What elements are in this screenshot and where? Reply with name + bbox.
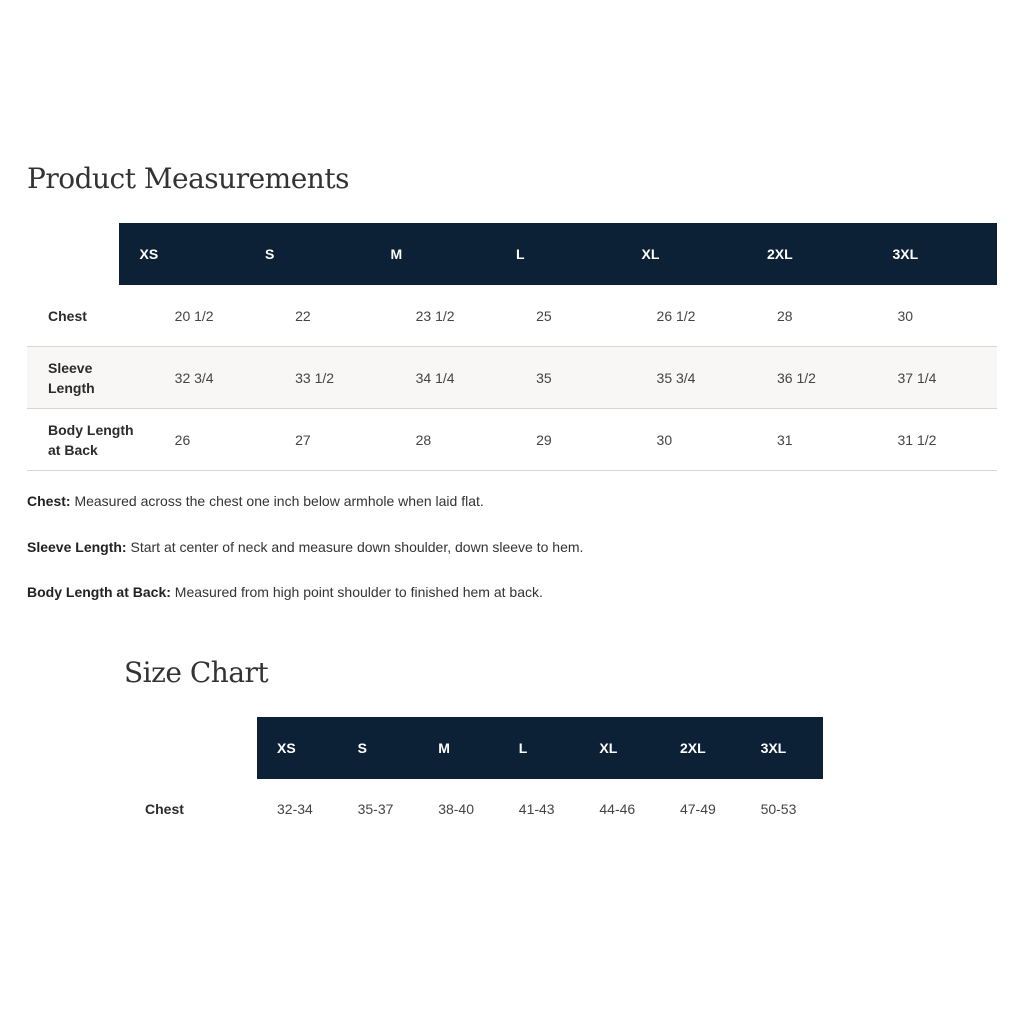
- table-cell: 26 1/2: [656, 307, 696, 324]
- table-cell: 36 1/2: [777, 369, 816, 386]
- row-label: Chest: [145, 801, 184, 817]
- table-row-sleeve-length: [27, 347, 997, 409]
- note-term: Body Length at Back:: [27, 584, 171, 600]
- table-cell: 31: [777, 431, 793, 448]
- size-chart-header-bar: [257, 717, 823, 779]
- table-cell: 35 3/4: [656, 369, 696, 386]
- header-corner: [27, 223, 119, 285]
- note-sleeve-length: [27, 539, 583, 585]
- note-text: Measured from high point shoulder to finished hem at back.: [170, 584, 543, 600]
- row-label: [27, 358, 154, 398]
- table-cell: 23 1/2: [415, 307, 455, 324]
- table-cell: 34 1/4: [415, 369, 455, 386]
- table-row-chest: [27, 285, 997, 347]
- row-label-line: Body Length: [48, 421, 134, 438]
- size-header-3xl: 3XL: [760, 740, 787, 756]
- table-cell: 28: [777, 307, 793, 324]
- row-label: [27, 420, 154, 460]
- size-chart-title: Size Chart: [124, 656, 269, 689]
- size-header-xl: XL: [641, 246, 660, 262]
- table-cell: 22: [295, 307, 311, 324]
- size-header-l: L: [518, 740, 528, 756]
- table-cell: 30: [897, 307, 914, 324]
- table-cell: 41-43: [518, 801, 555, 817]
- size-header-xs: XS: [277, 740, 296, 756]
- table-cell: 26: [174, 431, 191, 448]
- note-text: Start at center of neck and measure down shoulder, down sleeve to hem.: [126, 538, 584, 555]
- size-header-2xl: 2XL: [679, 740, 706, 756]
- table-row-body-length: [27, 409, 997, 471]
- table-cell: 20 1/2: [174, 307, 214, 324]
- note-body-length: [27, 584, 583, 630]
- row-label-line: Sleeve: [48, 359, 93, 376]
- size-header-m: M: [390, 246, 403, 262]
- table-cell: 37 1/4: [897, 369, 937, 386]
- size-chart-row-chest: [145, 795, 821, 823]
- note-term: Sleeve Length:: [27, 538, 127, 555]
- table-cell: 35-37: [357, 801, 394, 817]
- table-cell: 30: [656, 431, 673, 448]
- row-label-line: Length: [48, 379, 95, 396]
- size-header-2xl: 2XL: [767, 246, 793, 262]
- table-cell: 29: [536, 431, 552, 448]
- table-cell: 44-46: [599, 801, 636, 817]
- table-cell: 38-40: [438, 801, 474, 817]
- product-measurements-table: [27, 223, 997, 471]
- row-label: Chest: [48, 307, 87, 324]
- table-cell: 33 1/2: [295, 369, 335, 386]
- table-cell: 35: [536, 369, 552, 386]
- note-text: Measured across the chest one inch below armhole when laid flat.: [70, 493, 484, 509]
- table-cell: 25: [536, 307, 552, 324]
- measurement-notes: [27, 493, 583, 630]
- size-header-s: S: [357, 740, 367, 756]
- table-cell: 47-49: [679, 801, 716, 817]
- size-header-3xl: 3XL: [892, 246, 919, 262]
- size-header-bar: [119, 223, 998, 285]
- size-header-s: S: [265, 246, 275, 262]
- table-cell: 32-34: [277, 801, 313, 817]
- product-measurements-title: Product Measurements: [27, 162, 349, 195]
- table-cell: 50-53: [760, 801, 797, 817]
- note-term: Chest:: [27, 493, 71, 509]
- size-header-m: M: [438, 740, 450, 756]
- size-header-xs: XS: [139, 246, 159, 262]
- table-cell: 32 3/4: [174, 369, 214, 386]
- size-header-l: L: [516, 246, 525, 262]
- row-label-line: at Back: [48, 441, 98, 458]
- size-header-xl: XL: [599, 740, 618, 756]
- table-cell: 28: [415, 431, 432, 448]
- table-cell: 27: [295, 431, 311, 448]
- table-cell: 31 1/2: [897, 431, 937, 448]
- note-chest: [27, 493, 583, 539]
- table-header-row: [27, 223, 997, 285]
